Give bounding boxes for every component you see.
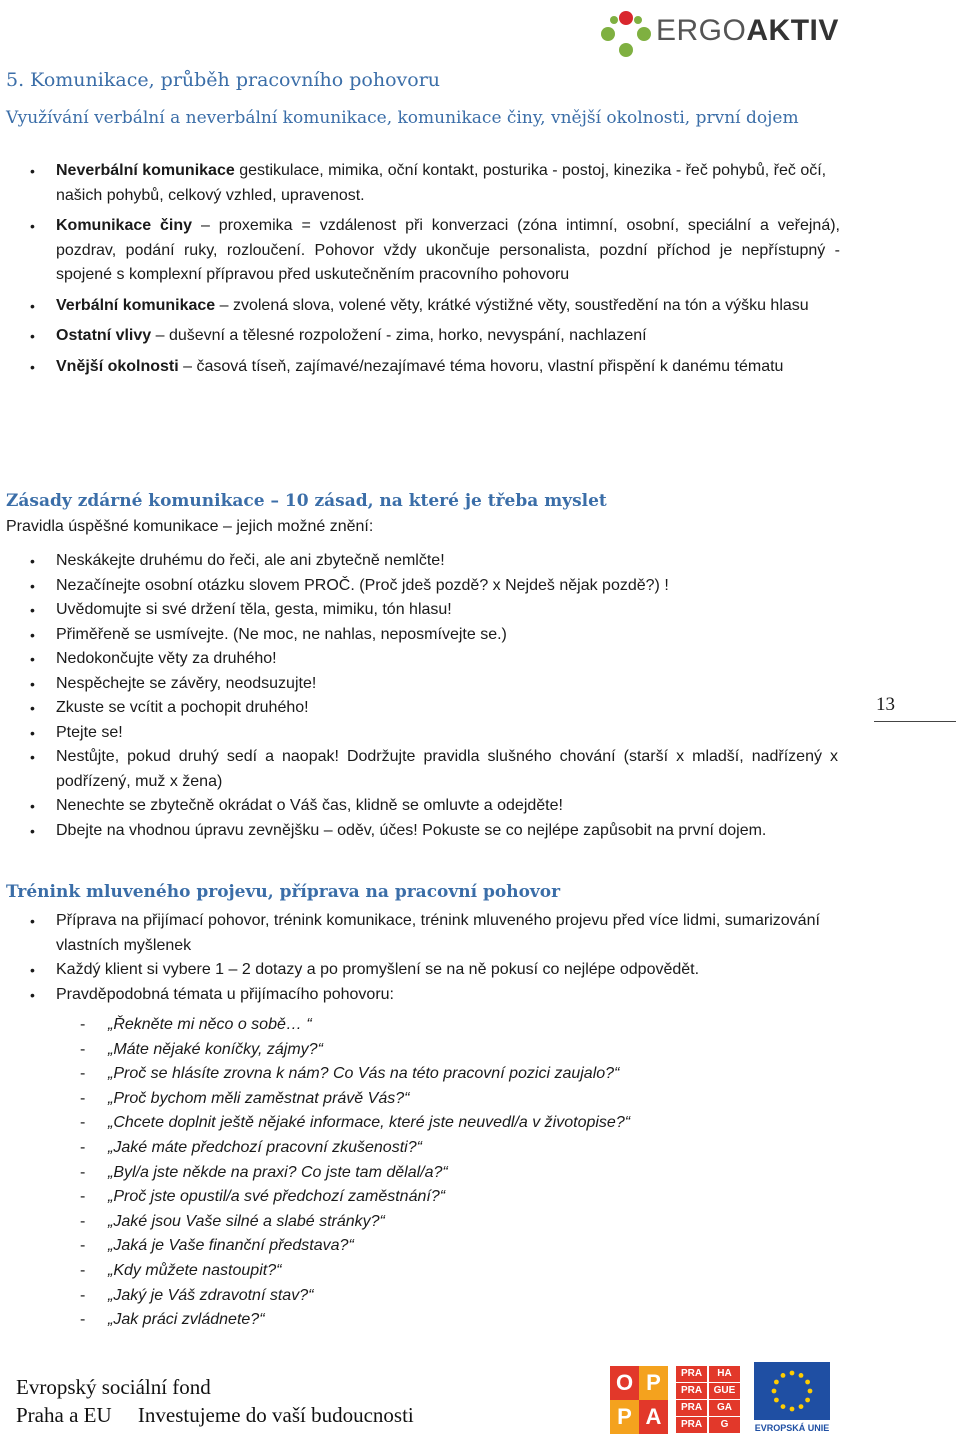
- list-item: • Nezačínejte osobní otázku slovem PROČ. (Proč jdeš pozdě? x Nejdeš nějak pozdě?) !: [30, 574, 890, 599]
- list-item: • Neskákejte druhému do řeči, ale ani zbytečně nemlčte!: [30, 549, 890, 574]
- training-list: [30, 909, 840, 1007]
- footer-logos: [610, 1362, 835, 1438]
- list-item: • Přiměřeně se usmívejte. (Ne moc, ne nahlas, neposmívejte se.): [30, 623, 890, 648]
- list-item: • Ostatní vlivy – duševní a tělesné rozpoložení - zima, horko, nevyspání, nachlazení: [30, 324, 840, 349]
- footer-line-1: Evropský sociální fond: [16, 1375, 211, 1399]
- list-item: • Neverbální komunikace gestikulace, mimika, oční kontakt, posturika - postoj, kinezika - řeč pohybů, řeč očí, našich pohybů, celkový vzhled, upravenost.: [30, 159, 840, 208]
- list-item: • Pravděpodobná témata u přijímacího pohovoru:: [30, 983, 840, 1008]
- eu-logo: [750, 1362, 834, 1438]
- footer-line-2: Praha a EU Investujeme do vaší budoucnosti: [16, 1403, 414, 1427]
- section-title: 5. Komunikace, průběh pracovního pohovoru: [6, 69, 441, 91]
- rules-list: [30, 549, 890, 843]
- praha-cell: PRA: [676, 1383, 707, 1399]
- list-item: • Komunikace činy – proxemika = vzdálenost při konverzaci (zóna intimní, osobní, speciální a veřejná), pozdrav, podání ruky, rozloučení. Pohovor vždy ukončuje personalista, pozdní příchod je nepřístupný - spojené s komplexní přípravou před uskutečněním pracovního pohovoru: [30, 214, 840, 288]
- praha-cell: PRA: [676, 1400, 707, 1416]
- page-number-rule: [874, 721, 956, 722]
- rules-title: Zásady zdárné komunikace – 10 zásad, na které je třeba myslet: [6, 491, 607, 511]
- communication-list: [30, 159, 840, 379]
- list-item: • Nenechte se zbytečně okrádat o Váš čas, klidně se omluvte a odejděte!: [30, 794, 890, 819]
- section-subtitle: Využívání verbální a neverbální komunikace, komunikace činy, vnější okolnosti, první dojem: [6, 108, 799, 128]
- list-item: • Nespěchejte se závěry, neodsuzujte!: [30, 672, 890, 697]
- page-number: 13: [876, 694, 895, 715]
- list-item: • Nedokončujte věty za druhého!: [30, 647, 890, 672]
- list-item: • Nestůjte, pokud druhý sedí a naopak! Dodržujte pravidla slušného chování (starší x mladší, nadřízený x podřízený, muž x žena): [30, 745, 838, 794]
- ergoaktiv-logo: [598, 4, 838, 62]
- praha-cell: PRA: [676, 1417, 707, 1433]
- oppa-letter: A: [639, 1400, 668, 1434]
- praha-cell: GA: [709, 1400, 740, 1416]
- praha-logo: [676, 1366, 740, 1434]
- rules-intro: Pravidla úspěšné komunikace – jejich možné znění:: [6, 518, 374, 535]
- question-item: - „Chcete doplnit ještě nějaké informace, které jste neuvedl/a v životopise?“: [80, 1111, 630, 1136]
- question-item: - „Jaká je Vaše finanční představa?“: [80, 1234, 630, 1259]
- list-item: • Zkuste se vcítit a pochopit druhého!: [30, 696, 890, 721]
- oppa-logo: [610, 1366, 668, 1434]
- list-item: • Dbejte na vhodnou úpravu zevnějšku – oděv, účes! Pokuste se co nejlépe zapůsobit na první dojem.: [30, 819, 890, 844]
- logo-mark-icon: [598, 6, 654, 62]
- question-item: - „Proč se hlásíte zrovna k nám? Co Vás na této pracovní pozici zaujalo?“: [80, 1062, 630, 1087]
- oppa-letter: O: [610, 1366, 639, 1400]
- praha-cell: G: [709, 1417, 740, 1433]
- question-item: - „Jaký je Váš zdravotní stav?“: [80, 1284, 630, 1309]
- oppa-letter: P: [639, 1366, 668, 1400]
- list-item: • Uvědomujte si své držení těla, gesta, mimiku, tón hlasu!: [30, 598, 890, 623]
- eu-label: EVROPSKÁ UNIE: [754, 1423, 830, 1433]
- question-item: - „Jak práci zvládnete?“: [80, 1308, 630, 1333]
- list-item: • Ptejte se!: [30, 721, 890, 746]
- list-item: • Každý klient si vybere 1 – 2 dotazy a po promyšlení se na ně pokusí co nejlépe odpovědět.: [30, 958, 840, 983]
- question-item: - „Máte nějaké koníčky, zájmy?“: [80, 1038, 630, 1063]
- question-item: - „Proč jste opustil/a své předchozí zaměstnání?“: [80, 1185, 630, 1210]
- praha-cell: GUE: [709, 1383, 740, 1399]
- question-item: - „Proč bychom měli zaměstnat právě Vás?“: [80, 1087, 630, 1112]
- question-item: - „Kdy můžete nastoupit?“: [80, 1259, 630, 1284]
- interview-questions-list: [80, 1013, 630, 1333]
- praha-cell: HA: [709, 1366, 740, 1382]
- question-item: - „Jaké máte předchozí pracovní zkušenosti?“: [80, 1136, 630, 1161]
- training-title: Trénink mluveného projevu, příprava na pracovní pohovor: [6, 882, 561, 902]
- list-item: • Vnější okolnosti – časová tíseň, zajímavé/nezajímavé téma hovoru, vlastní přispění k danému tématu: [30, 355, 840, 380]
- list-item: • Verbální komunikace – zvolená slova, volené věty, krátké výstižné věty, soustředění na tón a výšku hlasu: [30, 294, 840, 319]
- question-item: - „Byl/a jste někde na praxi? Co jste tam dělal/a?“: [80, 1161, 630, 1186]
- list-item: • Příprava na přijímací pohovor, trénink komunikace, trénink mluveného projevu před více lidmi, sumarizování vlastních myšlenek: [30, 909, 840, 958]
- question-item: - „Jaké jsou Vaše silné a slabé stránky?“: [80, 1210, 630, 1235]
- praha-cell: PRA: [676, 1366, 707, 1382]
- oppa-letter: P: [610, 1400, 639, 1434]
- logo-wordmark: ERGOAKTIV: [656, 14, 839, 47]
- eu-flag-icon: [754, 1362, 830, 1420]
- question-item: - „Řekněte mi něco o sobě… “: [80, 1013, 630, 1038]
